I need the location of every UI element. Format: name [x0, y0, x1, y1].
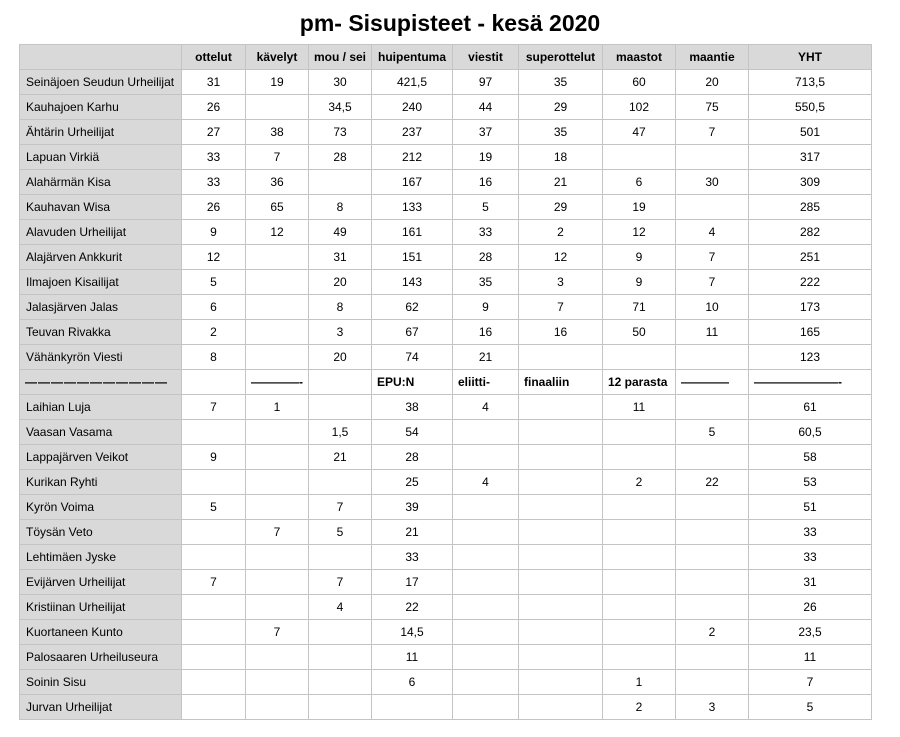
cell-team: Jalasjärven Jalas: [20, 295, 182, 320]
cell-mou-sei: 7: [309, 495, 372, 520]
cell-ottelut: 33: [182, 170, 246, 195]
cell-team: Jurvan Urheilijat: [20, 695, 182, 720]
cell-kavelyt: [246, 645, 309, 670]
cell-team: Alajärven Ankkurit: [20, 245, 182, 270]
cell-ottelut: [182, 620, 246, 645]
cell-team: Töysän Veto: [20, 520, 182, 545]
cell-huipentuma: 54: [372, 420, 453, 445]
cell-huipentuma: 237: [372, 120, 453, 145]
table-row: [20, 145, 872, 170]
cell-maantie: 7: [676, 245, 749, 270]
cell-superottelut: [519, 395, 603, 420]
cell-mou-sei: 30: [309, 70, 372, 95]
cell-maantie: 7: [676, 270, 749, 295]
cell-superottelut: 2: [519, 220, 603, 245]
cell-yht: 165: [749, 320, 872, 345]
cell-team: Alahärmän Kisa: [20, 170, 182, 195]
cell-mou-sei: [309, 370, 372, 395]
cell-superottelut: [519, 445, 603, 470]
cell-maantie: 75: [676, 95, 749, 120]
cell-mou-sei: [309, 170, 372, 195]
cell-maastot: 2: [603, 695, 676, 720]
cell-huipentuma: 39: [372, 495, 453, 520]
cell-huipentuma: 17: [372, 570, 453, 595]
cell-team: Alavuden Urheilijat: [20, 220, 182, 245]
cell-viestit: [453, 520, 519, 545]
cell-huipentuma: 143: [372, 270, 453, 295]
cell-maantie: 11: [676, 320, 749, 345]
table-row: [20, 445, 872, 470]
cell-mou-sei: 1,5: [309, 420, 372, 445]
cell-huipentuma: 6: [372, 670, 453, 695]
cell-mou-sei: 3: [309, 320, 372, 345]
cell-team: Lappajärven Veikot: [20, 445, 182, 470]
table-row: [20, 570, 872, 595]
cell-kavelyt: [246, 295, 309, 320]
cell-ottelut: 8: [182, 345, 246, 370]
cell-huipentuma: 240: [372, 95, 453, 120]
cell-ottelut: [182, 645, 246, 670]
cell-yht: 31: [749, 570, 872, 595]
table-row: [20, 395, 872, 420]
cell-mou-sei: [309, 545, 372, 570]
cell-yht: 317: [749, 145, 872, 170]
table-row: [20, 95, 872, 120]
cell-kavelyt: 7: [246, 520, 309, 545]
cell-maastot: [603, 645, 676, 670]
cell-ottelut: [182, 520, 246, 545]
cell-yht: 53: [749, 470, 872, 495]
cell-team: ———————————: [20, 370, 182, 395]
table-row: [20, 670, 872, 695]
cell-maantie: 20: [676, 70, 749, 95]
cell-mou-sei: 5: [309, 520, 372, 545]
cell-maastot: 11: [603, 395, 676, 420]
cell-huipentuma: 28: [372, 445, 453, 470]
cell-maantie: [676, 495, 749, 520]
cell-team: Vaasan Vasama: [20, 420, 182, 445]
cell-huipentuma: 11: [372, 645, 453, 670]
cell-superottelut: 35: [519, 70, 603, 95]
cell-maantie: ————: [676, 370, 749, 395]
cell-team: Kurikan Ryhti: [20, 470, 182, 495]
cell-maastot: 60: [603, 70, 676, 95]
cell-maantie: [676, 670, 749, 695]
cell-superottelut: [519, 470, 603, 495]
cell-yht: 58: [749, 445, 872, 470]
cell-huipentuma: EPU:N: [372, 370, 453, 395]
cell-ottelut: 26: [182, 195, 246, 220]
cell-maastot: [603, 545, 676, 570]
table-row: [20, 320, 872, 345]
cell-superottelut: 3: [519, 270, 603, 295]
cell-viestit: [453, 670, 519, 695]
cell-ottelut: 26: [182, 95, 246, 120]
cell-superottelut: [519, 520, 603, 545]
cell-team: Kristiinan Urheilijat: [20, 595, 182, 620]
cell-maastot: [603, 520, 676, 545]
cell-superottelut: [519, 645, 603, 670]
cell-ottelut: 31: [182, 70, 246, 95]
table-row: [20, 495, 872, 520]
cell-maantie: [676, 145, 749, 170]
cell-maastot: 1: [603, 670, 676, 695]
cell-maastot: 71: [603, 295, 676, 320]
table-row: [20, 620, 872, 645]
cell-yht: 550,5: [749, 95, 872, 120]
cell-team: Lehtimäen Jyske: [20, 545, 182, 570]
cell-huipentuma: [372, 695, 453, 720]
cell-huipentuma: 21: [372, 520, 453, 545]
cell-superottelut: 12: [519, 245, 603, 270]
table-row: [20, 695, 872, 720]
cell-superottelut: 16: [519, 320, 603, 345]
cell-viestit: [453, 620, 519, 645]
cell-viestit: 19: [453, 145, 519, 170]
cell-viestit: [453, 570, 519, 595]
cell-ottelut: [182, 420, 246, 445]
cell-viestit: 37: [453, 120, 519, 145]
cell-ottelut: 7: [182, 570, 246, 595]
cell-maantie: 3: [676, 695, 749, 720]
cell-viestit: [453, 545, 519, 570]
table-row: [20, 595, 872, 620]
cell-kavelyt: 7: [246, 620, 309, 645]
header-team: [20, 45, 182, 70]
header-maastot: maastot: [603, 45, 676, 70]
cell-superottelut: [519, 420, 603, 445]
cell-team: Ilmajoen Kisailijat: [20, 270, 182, 295]
cell-maastot: [603, 570, 676, 595]
cell-team: Lapuan Virkiä: [20, 145, 182, 170]
cell-yht: ———————-: [749, 370, 872, 395]
cell-maantie: [676, 645, 749, 670]
cell-yht: 123: [749, 345, 872, 370]
table-row: [20, 545, 872, 570]
cell-maantie: [676, 570, 749, 595]
cell-superottelut: [519, 570, 603, 595]
cell-yht: 23,5: [749, 620, 872, 645]
cell-viestit: 33: [453, 220, 519, 245]
cell-ottelut: 9: [182, 220, 246, 245]
cell-ottelut: [182, 545, 246, 570]
cell-viestit: 4: [453, 470, 519, 495]
cell-huipentuma: 14,5: [372, 620, 453, 645]
cell-team: Evijärven Urheilijat: [20, 570, 182, 595]
cell-ottelut: [182, 595, 246, 620]
table-row: [20, 120, 872, 145]
cell-yht: 26: [749, 595, 872, 620]
header-ottelut: ottelut: [182, 45, 246, 70]
cell-team: Kauhavan Wisa: [20, 195, 182, 220]
cell-ottelut: 6: [182, 295, 246, 320]
cell-team: Palosaaren Urheiluseura: [20, 645, 182, 670]
cell-viestit: [453, 420, 519, 445]
header-viestit: viestit: [453, 45, 519, 70]
cell-ottelut: 2: [182, 320, 246, 345]
table-row: [20, 470, 872, 495]
page-title: pm- Sisupisteet - kesä 2020: [299, 10, 601, 36]
cell-viestit: eliitti-: [453, 370, 519, 395]
table-row: [20, 245, 872, 270]
header-mou-sei: mou / sei: [309, 45, 372, 70]
header-row: [20, 45, 872, 70]
cell-ottelut: 12: [182, 245, 246, 270]
cell-maastot: 47: [603, 120, 676, 145]
cell-huipentuma: 161: [372, 220, 453, 245]
cell-maantie: [676, 395, 749, 420]
cell-viestit: [453, 445, 519, 470]
cell-maantie: 5: [676, 420, 749, 445]
cell-team: Laihian Luja: [20, 395, 182, 420]
cell-mou-sei: [309, 620, 372, 645]
header-superottelut: superottelut: [519, 45, 603, 70]
cell-superottelut: [519, 595, 603, 620]
cell-superottelut: 35: [519, 120, 603, 145]
cell-huipentuma: 133: [372, 195, 453, 220]
cell-viestit: 44: [453, 95, 519, 120]
cell-yht: 7: [749, 670, 872, 695]
cell-mou-sei: 21: [309, 445, 372, 470]
cell-ottelut: 33: [182, 145, 246, 170]
cell-yht: 309: [749, 170, 872, 195]
cell-yht: 173: [749, 295, 872, 320]
cell-team: Soinin Sisu: [20, 670, 182, 695]
cell-viestit: 4: [453, 395, 519, 420]
cell-viestit: 35: [453, 270, 519, 295]
cell-viestit: 28: [453, 245, 519, 270]
cell-maantie: 22: [676, 470, 749, 495]
cell-maastot: [603, 345, 676, 370]
cell-viestit: 21: [453, 345, 519, 370]
cell-huipentuma: 62: [372, 295, 453, 320]
cell-ottelut: [182, 670, 246, 695]
cell-maastot: 50: [603, 320, 676, 345]
cell-mou-sei: 49: [309, 220, 372, 245]
cell-ottelut: [182, 470, 246, 495]
header-huipentuma: huipentuma: [372, 45, 453, 70]
cell-yht: 222: [749, 270, 872, 295]
cell-team: Teuvan Rivakka: [20, 320, 182, 345]
points-table: [19, 44, 872, 720]
cell-kavelyt: 19: [246, 70, 309, 95]
cell-superottelut: [519, 345, 603, 370]
cell-huipentuma: 167: [372, 170, 453, 195]
cell-viestit: 5: [453, 195, 519, 220]
cell-viestit: 97: [453, 70, 519, 95]
cell-kavelyt: [246, 445, 309, 470]
cell-mou-sei: [309, 670, 372, 695]
header-kavelyt: kävelyt: [246, 45, 309, 70]
table-row: [20, 270, 872, 295]
cell-maastot: [603, 495, 676, 520]
cell-viestit: 16: [453, 170, 519, 195]
cell-maantie: 10: [676, 295, 749, 320]
cell-kavelyt: 38: [246, 120, 309, 145]
header-yht: YHT: [749, 45, 872, 70]
cell-huipentuma: 151: [372, 245, 453, 270]
cell-yht: 60,5: [749, 420, 872, 445]
cell-yht: 33: [749, 520, 872, 545]
cell-yht: 501: [749, 120, 872, 145]
cell-maastot: [603, 145, 676, 170]
cell-viestit: 9: [453, 295, 519, 320]
cell-viestit: [453, 645, 519, 670]
cell-mou-sei: [309, 695, 372, 720]
cell-mou-sei: 20: [309, 345, 372, 370]
cell-yht: 33: [749, 545, 872, 570]
cell-mou-sei: 31: [309, 245, 372, 270]
cell-kavelyt: [246, 245, 309, 270]
cell-superottelut: finaaliin: [519, 370, 603, 395]
cell-maastot: 9: [603, 270, 676, 295]
cell-superottelut: 21: [519, 170, 603, 195]
cell-maantie: [676, 520, 749, 545]
cell-ottelut: 7: [182, 395, 246, 420]
cell-maastot: [603, 445, 676, 470]
cell-superottelut: [519, 620, 603, 645]
cell-maastot: 12: [603, 220, 676, 245]
cell-maastot: 9: [603, 245, 676, 270]
cell-mou-sei: 4: [309, 595, 372, 620]
cell-yht: 61: [749, 395, 872, 420]
cell-ottelut: 27: [182, 120, 246, 145]
cell-ottelut: [182, 370, 246, 395]
cell-kavelyt: ————-: [246, 370, 309, 395]
cell-yht: 251: [749, 245, 872, 270]
table-row: [20, 420, 872, 445]
cell-maantie: [676, 195, 749, 220]
cell-mou-sei: [309, 645, 372, 670]
cell-huipentuma: 38: [372, 395, 453, 420]
cell-maantie: 7: [676, 120, 749, 145]
table-row: [20, 70, 872, 95]
cell-kavelyt: 36: [246, 170, 309, 195]
table-row: [20, 295, 872, 320]
cell-maantie: [676, 445, 749, 470]
cell-kavelyt: 1: [246, 395, 309, 420]
cell-mou-sei: 34,5: [309, 95, 372, 120]
cell-kavelyt: [246, 470, 309, 495]
cell-mou-sei: [309, 470, 372, 495]
table-row: [20, 195, 872, 220]
cell-maastot: 2: [603, 470, 676, 495]
cell-kavelyt: 12: [246, 220, 309, 245]
table-row: [20, 520, 872, 545]
cell-viestit: 16: [453, 320, 519, 345]
table-row: [20, 170, 872, 195]
cell-kavelyt: [246, 420, 309, 445]
cell-maantie: 2: [676, 620, 749, 645]
cell-team: Kuortaneen Kunto: [20, 620, 182, 645]
cell-superottelut: 29: [519, 95, 603, 120]
cell-maantie: [676, 545, 749, 570]
cell-mou-sei: [309, 395, 372, 420]
cell-ottelut: [182, 695, 246, 720]
cell-mou-sei: 28: [309, 145, 372, 170]
cell-viestit: [453, 495, 519, 520]
cell-kavelyt: [246, 495, 309, 520]
cell-maantie: 4: [676, 220, 749, 245]
cell-viestit: [453, 595, 519, 620]
cell-superottelut: 29: [519, 195, 603, 220]
cell-team: Ähtärin Urheilijat: [20, 120, 182, 145]
table-row: [20, 220, 872, 245]
cell-kavelyt: [246, 95, 309, 120]
cell-huipentuma: 25: [372, 470, 453, 495]
cell-kavelyt: 7: [246, 145, 309, 170]
cell-superottelut: [519, 495, 603, 520]
cell-team: Kyrön Voima: [20, 495, 182, 520]
cell-ottelut: 5: [182, 495, 246, 520]
cell-maantie: [676, 595, 749, 620]
cell-mou-sei: 7: [309, 570, 372, 595]
cell-huipentuma: 421,5: [372, 70, 453, 95]
cell-huipentuma: 212: [372, 145, 453, 170]
cell-kavelyt: [246, 320, 309, 345]
cell-maantie: [676, 345, 749, 370]
cell-kavelyt: [246, 595, 309, 620]
cell-huipentuma: 22: [372, 595, 453, 620]
cell-ottelut: 9: [182, 445, 246, 470]
cell-maastot: 102: [603, 95, 676, 120]
cell-maastot: 6: [603, 170, 676, 195]
cell-mou-sei: 8: [309, 295, 372, 320]
cell-superottelut: [519, 545, 603, 570]
table-row: [20, 645, 872, 670]
cell-mou-sei: 20: [309, 270, 372, 295]
separator-row: [20, 370, 872, 395]
cell-maastot: 12 parasta: [603, 370, 676, 395]
cell-yht: 5: [749, 695, 872, 720]
cell-kavelyt: [246, 345, 309, 370]
cell-kavelyt: [246, 695, 309, 720]
cell-mou-sei: 8: [309, 195, 372, 220]
cell-kavelyt: 65: [246, 195, 309, 220]
cell-huipentuma: 67: [372, 320, 453, 345]
cell-superottelut: [519, 670, 603, 695]
table-row: [20, 345, 872, 370]
cell-kavelyt: [246, 545, 309, 570]
cell-yht: 11: [749, 645, 872, 670]
header-maantie: maantie: [676, 45, 749, 70]
cell-maastot: 19: [603, 195, 676, 220]
cell-superottelut: [519, 695, 603, 720]
cell-superottelut: 18: [519, 145, 603, 170]
cell-yht: 713,5: [749, 70, 872, 95]
cell-mou-sei: 73: [309, 120, 372, 145]
cell-kavelyt: [246, 270, 309, 295]
cell-huipentuma: 74: [372, 345, 453, 370]
cell-kavelyt: [246, 570, 309, 595]
cell-maastot: [603, 595, 676, 620]
cell-viestit: [453, 695, 519, 720]
cell-maastot: [603, 620, 676, 645]
cell-team: Vähänkyrön Viesti: [20, 345, 182, 370]
cell-superottelut: 7: [519, 295, 603, 320]
cell-maantie: 30: [676, 170, 749, 195]
cell-team: Kauhajoen Karhu: [20, 95, 182, 120]
cell-yht: 282: [749, 220, 872, 245]
cell-yht: 285: [749, 195, 872, 220]
cell-maastot: [603, 420, 676, 445]
cell-team: Seinäjoen Seudun Urheilijat: [20, 70, 182, 95]
cell-ottelut: 5: [182, 270, 246, 295]
cell-kavelyt: [246, 670, 309, 695]
cell-huipentuma: 33: [372, 545, 453, 570]
cell-yht: 51: [749, 495, 872, 520]
